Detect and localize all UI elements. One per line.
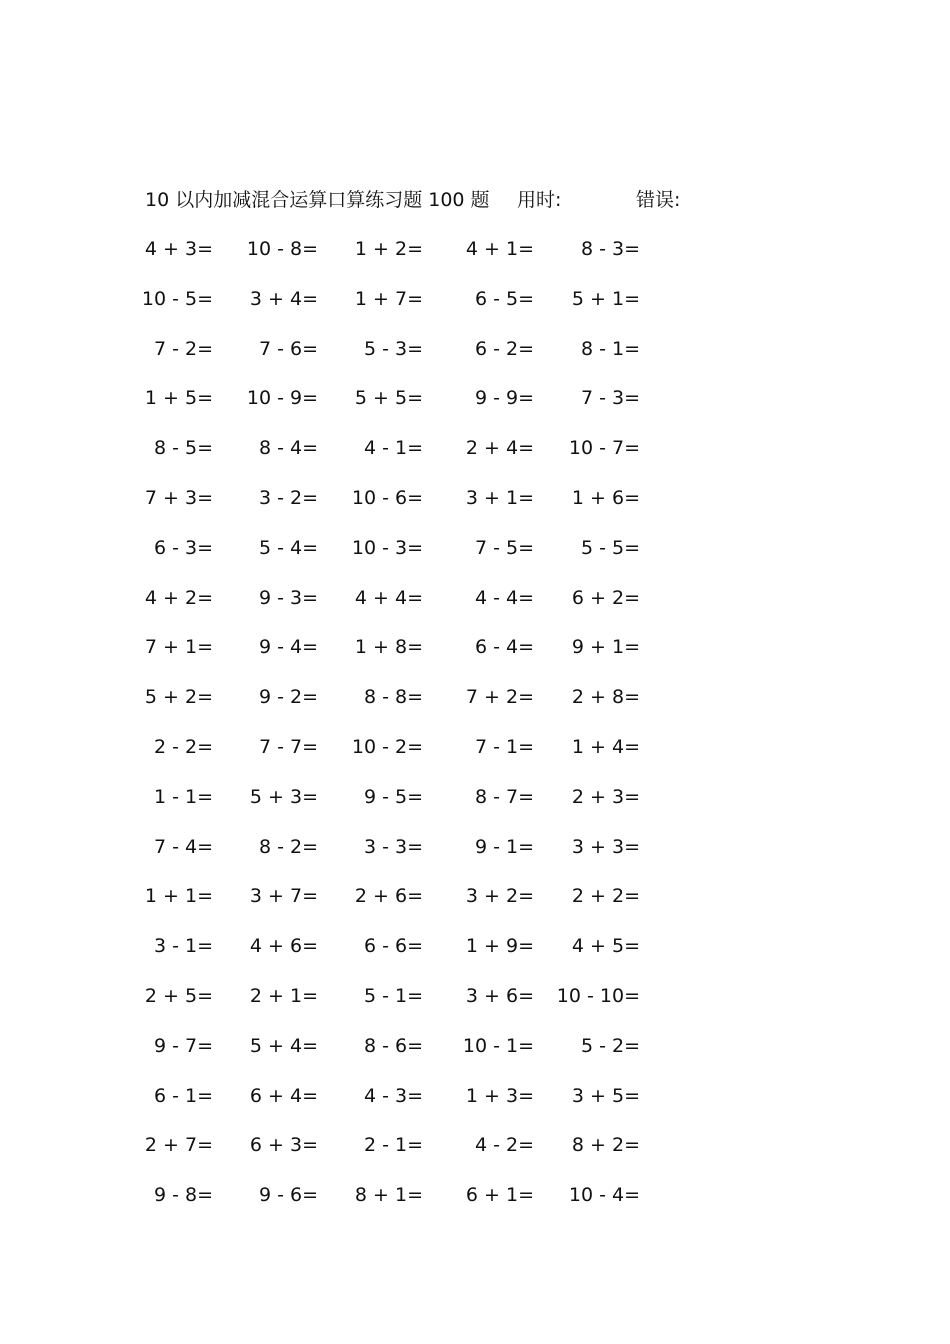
problem-item: 7 - 3= [580,387,640,410]
problem-row [0,483,950,513]
problem-item: 5 - 4= [258,536,318,559]
problem-item: 6 + 1= [465,1184,534,1207]
problem-row [0,782,950,812]
problem-item: 6 - 3= [153,536,213,559]
problem-item: 9 - 3= [258,586,318,609]
problem-item: 6 - 1= [153,1084,213,1107]
problem-item: 3 - 2= [258,487,318,509]
problem-row [0,981,950,1011]
problem-item: 10 - 9= [246,387,318,410]
problem-item: 7 - 4= [153,835,213,858]
problem-item: 5 + 3= [249,785,318,808]
problem-row [0,881,950,911]
worksheet-title: 10 以内加减混合运算口算练习题 100 题 [145,189,490,211]
problem-item: 2 + 2= [571,885,640,908]
problem-item: 8 - 7= [474,785,534,808]
problem-item: 3 + 2= [465,885,534,908]
problem-item: 2 + 3= [571,785,640,808]
problem-row [0,533,950,563]
problem-row [0,334,950,364]
problem-item: 2 + 4= [465,437,534,460]
problem-item: 9 - 8= [153,1184,213,1207]
problem-item: 7 - 7= [258,736,318,758]
problem-item: 8 - 8= [363,686,423,709]
problem-item: 6 + 2= [571,586,640,609]
problem-item: 9 - 6= [258,1184,318,1207]
problem-item: 2 + 5= [144,985,213,1007]
problem-item: 2 - 1= [363,1134,423,1157]
problem-item: 9 - 9= [474,387,534,410]
problem-item: 10 - 10= [556,985,640,1007]
problem-item: 7 + 2= [465,686,534,709]
problem-item: 9 - 2= [258,686,318,709]
problem-item: 6 + 4= [249,1084,318,1107]
problem-item: 5 - 3= [363,337,423,360]
problem-item: 4 + 3= [144,238,213,260]
problem-item: 6 + 3= [249,1134,318,1157]
problem-item: 6 - 5= [474,287,534,310]
problem-item: 2 + 8= [571,686,640,709]
problem-item: 10 - 5= [141,287,213,310]
problem-item: 3 - 1= [153,935,213,958]
problem-item: 6 - 6= [363,935,423,958]
problem-item: 4 - 2= [474,1134,534,1157]
problem-item: 8 - 1= [580,337,640,360]
problem-item: 7 + 1= [144,636,213,659]
problem-item: 4 - 3= [363,1084,423,1107]
problem-item: 3 + 6= [465,985,534,1007]
problem-item: 8 + 2= [571,1134,640,1157]
errors-label: 错误: [636,189,681,211]
problem-item: 3 + 7= [249,885,318,908]
problem-item: 5 - 5= [580,536,640,559]
problem-item: 5 + 2= [144,686,213,709]
problem-row [0,1081,950,1111]
problem-item: 2 + 1= [249,985,318,1007]
problem-item: 4 + 1= [465,238,534,260]
problem-item: 6 - 2= [474,337,534,360]
problem-item: 8 - 5= [153,437,213,460]
problem-item: 7 - 2= [153,337,213,360]
problem-item: 1 + 3= [465,1084,534,1107]
problem-row [0,383,950,413]
problem-row [0,1031,950,1061]
problem-item: 7 - 6= [258,337,318,360]
problem-item: 1 + 2= [354,238,423,260]
problem-item: 9 - 1= [474,835,534,858]
problem-item: 1 + 8= [354,636,423,659]
problem-row [0,1130,950,1160]
problem-item: 7 + 3= [144,487,213,509]
problem-item: 5 + 4= [249,1034,318,1057]
problem-row [0,632,950,662]
problem-item: 5 - 1= [363,985,423,1007]
problem-row [0,583,950,613]
problem-item: 9 + 1= [571,636,640,659]
problem-row [0,433,950,463]
problem-item: 4 + 6= [249,935,318,958]
problem-item: 5 - 2= [580,1034,640,1057]
problem-row [0,1180,950,1210]
problem-item: 2 - 2= [153,736,213,758]
problem-item: 8 - 3= [580,238,640,260]
problem-row [0,284,950,314]
problem-item: 2 + 6= [354,885,423,908]
problem-item: 1 + 6= [571,487,640,509]
problem-item: 1 + 1= [144,885,213,908]
problem-item: 3 + 4= [249,287,318,310]
problem-item: 10 - 3= [351,536,423,559]
problem-item: 4 + 2= [144,586,213,609]
problem-item: 1 - 1= [153,785,213,808]
problem-item: 1 + 7= [354,287,423,310]
problem-item: 9 - 5= [363,785,423,808]
problem-item: 7 - 5= [474,536,534,559]
problem-item: 10 - 4= [568,1184,640,1207]
problem-item: 1 + 5= [144,387,213,410]
problem-row [0,682,950,712]
problem-item: 8 + 1= [354,1184,423,1207]
problem-row [0,732,950,762]
problem-item: 7 - 1= [474,736,534,758]
problem-item: 10 - 7= [568,437,640,460]
problem-item: 9 - 7= [153,1034,213,1057]
problem-item: 10 - 2= [351,736,423,758]
problem-item: 8 - 4= [258,437,318,460]
problem-item: 10 - 6= [351,487,423,509]
problem-row [0,234,950,264]
problem-item: 10 - 8= [246,238,318,260]
problem-item: 6 - 4= [474,636,534,659]
problem-item: 4 - 4= [474,586,534,609]
problem-item: 8 - 6= [363,1034,423,1057]
problem-item: 4 - 1= [363,437,423,460]
problem-item: 4 + 5= [571,935,640,958]
time-used-label: 用时: [517,189,562,211]
problem-item: 3 + 1= [465,487,534,509]
problem-item: 3 - 3= [363,835,423,858]
problem-item: 5 + 1= [571,287,640,310]
problem-item: 5 + 5= [354,387,423,410]
problem-item: 8 - 2= [258,835,318,858]
problem-item: 1 + 4= [571,736,640,758]
problem-item: 4 + 4= [354,586,423,609]
problem-item: 10 - 1= [462,1034,534,1057]
problem-item: 3 + 3= [571,835,640,858]
problem-row [0,931,950,961]
problem-item: 3 + 5= [571,1084,640,1107]
problem-item: 2 + 7= [144,1134,213,1157]
problem-item: 9 - 4= [258,636,318,659]
problem-item: 1 + 9= [465,935,534,958]
problem-row [0,832,950,862]
